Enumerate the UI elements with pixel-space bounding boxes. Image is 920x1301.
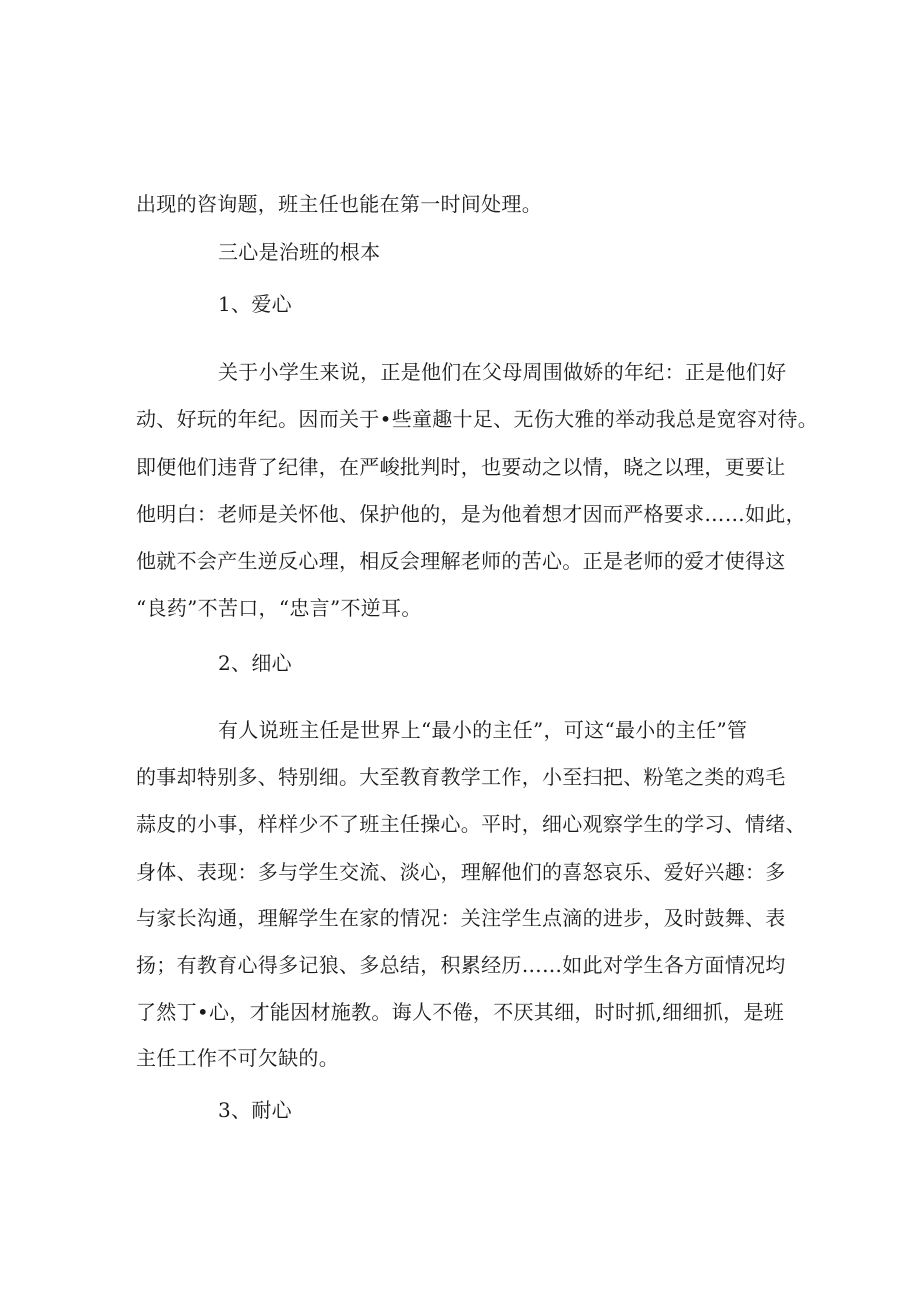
love-paragraph-line: 动、好玩的年纪。因而关于•些童趣十足、无伤大雅的举动我总是宽容对待。 xyxy=(136,407,818,431)
careful-paragraph-line: 蒜皮的小事，样样少不了班主任操心。平时，细心观察学生的学习、情绪、 xyxy=(136,812,806,836)
careful-paragraph-line: 的事却特别多、特别细。大至教育教学工作，小至扫把、粉笔之类的鸡毛 xyxy=(136,765,786,789)
careful-paragraph-line: 身体、表现：多与学生交流、淡心，理解他们的喜怒哀乐、爱好兴趣：多 xyxy=(136,860,786,884)
careful-paragraph-line: 有人说班主任是世界上“最小的主任”，可这“最小的主任”管 xyxy=(218,718,748,742)
heading-patience: 3、耐心 xyxy=(218,1098,292,1122)
heading-love: 1、爱心 xyxy=(218,292,292,316)
love-paragraph-line: 他就不会产生逆反心理，相反会理解老师的苦心。正是老师的爱才使得这 xyxy=(136,549,786,573)
heading-careful: 2、细心 xyxy=(218,651,292,675)
love-paragraph-line: 即便他们违背了纪律，在严峻批判时，也要动之以情，晓之以理，更要让 xyxy=(136,455,786,479)
careful-paragraph-line: 了然丁•心，才能因材施教。诲人不倦，不厌其细，时时抓,细细抓，是班 xyxy=(136,1000,785,1024)
love-paragraph-line: “良药”不苦口，“忠言”不逆耳。 xyxy=(136,596,422,620)
careful-paragraph-line: 与家长沟通，理解学生在家的情况：关注学生点滴的进步，及时鼓舞、表 xyxy=(136,906,786,930)
continuation-line: 出现的咨询题，班主任也能在第一时间处理。 xyxy=(136,192,542,216)
love-paragraph-line: 关于小学生来说，正是他们在父母周围做娇的年纪：正是他们好 xyxy=(218,360,787,384)
love-paragraph-line: 他明白：老师是关怀他、保护他的，是为他着想才因而严格要求……如此， xyxy=(136,502,806,526)
careful-paragraph-line: 主任工作不可欠缺的。 xyxy=(136,1046,339,1070)
careful-paragraph-line: 扬；有教育心得多记狼、多总结，积累经历……如此对学生各方面情况均 xyxy=(136,953,786,977)
section-title: 三心是治班的根本 xyxy=(218,240,381,264)
